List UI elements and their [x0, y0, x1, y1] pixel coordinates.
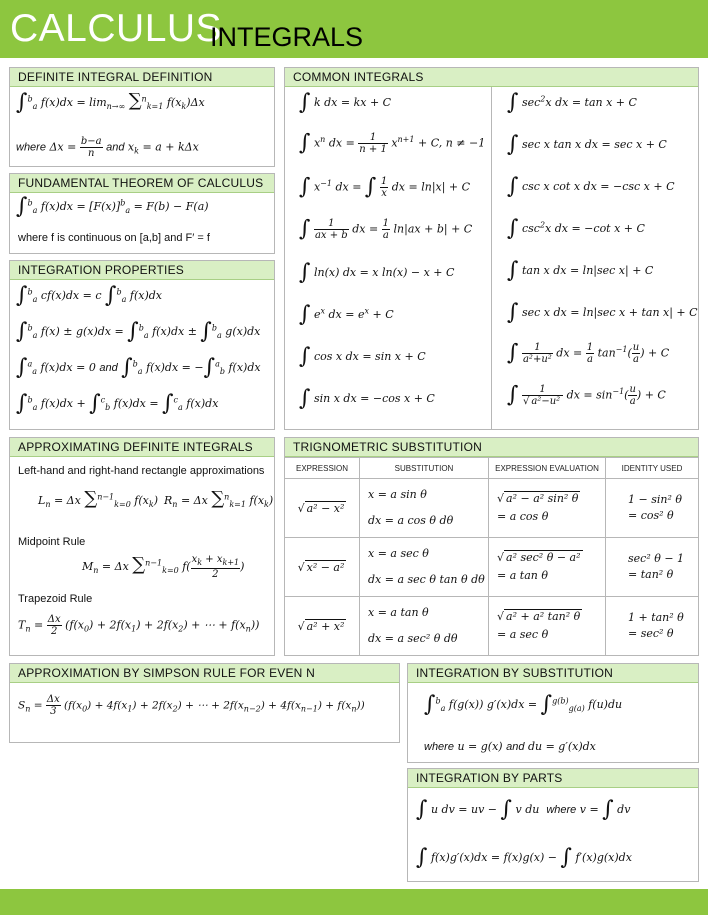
integral-exp: ∫ $e^x$ dx = $e^x + C$	[299, 302, 394, 327]
section-title: DEFINITE INTEGRAL DEFINITION	[10, 68, 274, 87]
integral-arcsin: ∫ $\frac{1}{\text{√ a²−u²}}$ dx = $\sin^{-1}$( $\frac{u}{a}$ ) + C	[507, 382, 666, 408]
ftc-section	[9, 173, 275, 254]
right-rectangle-formula: $R_n = \Delta x$ ∑$^n_{k=1}$ $f(x_k)$	[164, 488, 274, 510]
column-divider	[491, 87, 492, 430]
substitution-section	[407, 663, 699, 763]
property-reverse: ∫$^a_a$ f(x)dx = 0 and ∫$^b_a$ f(x)dx = −∫$^a_b$ f(x)dx	[16, 355, 261, 380]
ftc-formula: ∫$^b_a$ $f(x)dx = [F(x)]^b_a = F(b) - F(a)$	[16, 194, 209, 219]
section-title: INTEGRATION BY SUBSTITUTION	[408, 664, 698, 683]
integral-sec2: ∫ $\sec^2x$ dx = tan x + C	[507, 90, 637, 115]
header-expression: EXPRESSION	[285, 458, 360, 479]
ftc-note: where f is continuous on [a,b] and F′ = f	[18, 232, 210, 244]
section-title: TRIGNOMETRIC SUBSTITUTION	[285, 438, 698, 457]
trapezoid-formula: $T_n$ = $\frac{\Delta x}{2}$ ($f(x_0) + 2f(x_1) + 2f(x_2)$ + ⋯ + $f(x_n)$)	[18, 614, 260, 637]
integral-sectan: ∫ sec x tan x dx = sec x + C	[507, 132, 667, 157]
integral-linear-reciprocal: ∫ $\frac{1}{ax + b}$ dx = $\frac{1}{a}$ ln|ax + b| + C	[299, 216, 473, 242]
parts-section	[407, 768, 699, 882]
integral-constant: ∫ k dx = kx + C	[299, 90, 392, 115]
table-row: √ a² − x² x = a sin θ dx = a cos θ dθ √ a² − a² sin² θ = a cos θ 1 − sin² θ = cos² θ	[285, 479, 699, 538]
integral-tan: ∫ tan x dx = ln|sec x| + C	[507, 258, 654, 283]
property-additive: ∫$^b_a$ f(x)dx + ∫$^c_b$ f(x)dx = ∫$^c_a$ f(x)dx	[16, 391, 219, 416]
header-evaluation: EXPRESSION EVALUATION	[489, 458, 606, 479]
page-subtitle: INTEGRALS	[210, 22, 364, 52]
header-substitution: SUBSTITUTION	[360, 458, 489, 479]
integration-properties-section	[9, 260, 275, 430]
integral-reciprocal: ∫ $x^{-1}$ dx = ∫ $\frac{1}{x}$ dx = ln|x| + C	[299, 174, 471, 200]
table-row: √ a² + x² x = a tan θ dx = a sec² θ dθ √ a² + a² tan² θ = a sec θ 1 + tan² θ = sec² θ	[285, 597, 699, 656]
page-title: CALCULUS	[10, 7, 223, 50]
integral-arctan: ∫ $\frac{1}{\text{a²+u²}}$ dx = $\frac{1}{a}$ $\tan^{-1}$( $\frac{u}{a}$ ) + C	[507, 340, 670, 366]
substitution-formula: ∫$^b_a$ f(g(x)) g′(x)dx = ∫$^{g(b)}_{g(a)}$ f(u)du	[424, 692, 623, 717]
section-title: INTEGRATION BY PARTS	[408, 769, 698, 788]
table-row: √ x² − a² x = a sec θ dx = a sec θ tan θ dθ √ a² sec² θ − a² = a tan θ sec² θ − 1 = tan² θ	[285, 538, 699, 597]
simpson-formula: $S_n$ = $\frac{\Delta x}{3}$ ($f(x_0) + 4f(x_1) + 2f(x_2)$ + ⋯ + $2f(x_{n-2}) + 4f(x_{n-1}) + f(x_n)$)	[18, 694, 365, 717]
parts-formula-short: ∫ u dv = uv − ∫ v du where v = ∫ dv	[416, 797, 631, 822]
definite-integral-section	[9, 67, 275, 167]
integral-power: ∫ $x^n$ dx = $\frac{1}{n + 1}$ $x^{n+1} + C$, n ≠ −1	[299, 130, 486, 156]
trig-table	[284, 457, 699, 656]
section-title: INTEGRATION PROPERTIES	[10, 261, 274, 280]
common-integrals-section	[284, 67, 699, 430]
approximating-section	[9, 437, 275, 656]
page-footer	[0, 889, 708, 915]
simpson-section	[9, 663, 400, 743]
section-title: FUNDAMENTAL THEOREM OF CALCULUS	[10, 174, 274, 193]
integral-sec: ∫ sec x dx = ln|sec x + tan x| + C	[507, 300, 698, 325]
integral-ln: ∫ ln(x) dx = x ln(x) − x + C	[299, 260, 455, 285]
integral-sin: ∫ sin x dx = −cos x + C	[299, 386, 435, 411]
midpoint-label: Midpoint Rule	[18, 536, 86, 548]
integral-csc2: ∫ $\csc^2x$ dx = −cot x + C	[507, 216, 645, 241]
trapezoid-label: Trapezoid Rule	[18, 593, 93, 605]
parts-formula-long: ∫ f(x)g′(x)dx = f(x)g(x) − ∫ f′(x)g(x)dx	[416, 845, 632, 870]
property-sum: ∫$^b_a$ f(x) ± g(x)dx = ∫$^b_a$ f(x)dx ± ∫$^b_a$ g(x)dx	[16, 319, 261, 344]
left-rectangle-formula: $L_n = \Delta x$ ∑$^{n-1}_{k=0}$ $f(x_k)$	[38, 488, 159, 510]
page-header	[0, 0, 708, 58]
definition-where: where Δx = $\frac{b-a}{n}$ and $x_k = a + k\Delta x$	[16, 136, 199, 159]
property-constant: ∫$^b_a$ cf(x)dx = c ∫$^b_a$ f(x)dx	[16, 283, 162, 308]
section-title: APPROXIMATING DEFINITE INTEGRALS	[10, 438, 274, 457]
section-title: COMMON INTEGRALS	[285, 68, 698, 87]
definition-formula: ∫$^b_a$ $f(x)dx = \lim_{n\to\infty} \sum^n_{k=1}$ $f(x_k)\Delta x$	[16, 90, 205, 115]
lr-label: Left-hand and right-hand rectangle approximations	[18, 465, 265, 477]
integral-cos: ∫ cos x dx = sin x + C	[299, 344, 426, 369]
trig-substitution-section	[284, 437, 699, 656]
header-identity: IDENTITY USED	[606, 458, 699, 479]
substitution-note: where u = g(x) and du = g′(x)dx	[424, 740, 596, 753]
midpoint-formula: $M_n = \Delta x$ ∑$^{n-1}_{k=0}$ f( $\frac{x_k + x_{k+1}}{2}$ )	[82, 554, 245, 580]
section-title: APPROXIMATION BY SIMPSON RULE FOR EVEN N	[10, 664, 399, 683]
integral-csccot: ∫ csc x cot x dx = −csc x + C	[507, 174, 675, 199]
